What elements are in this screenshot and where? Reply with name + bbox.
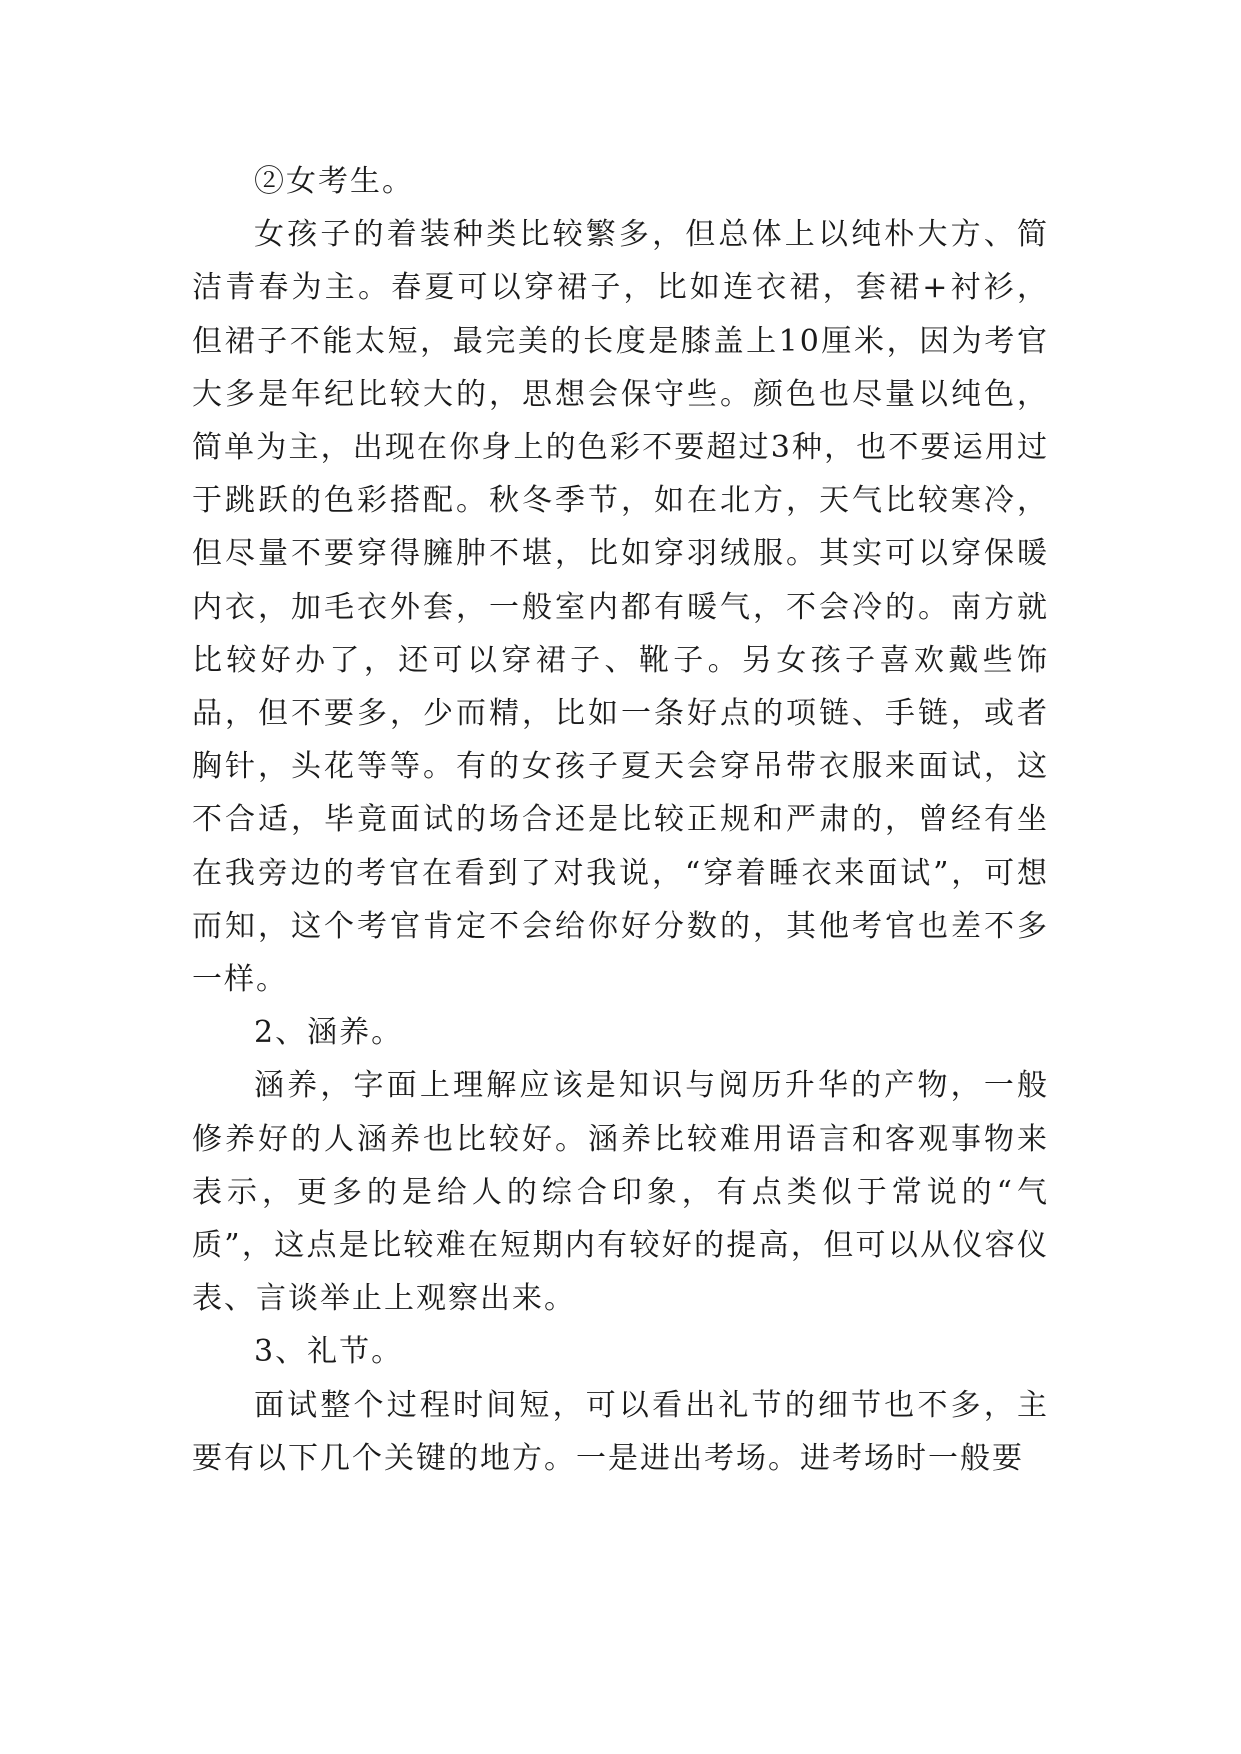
paragraph-cultivation: 涵养，字面上理解应该是知识与阅历升华的产物，一般修养好的人涵养也比较好。涵养比较难用语言和客观事物来表示，更多的是给人的综合印象，有点类似于常说的“气质”，这点是比较难在短期内有较好的提高，但可以从仪容仪表、言谈举止上观察出来。 xyxy=(192,1068,1049,1317)
paragraph-etiquette: 面试整个过程时间短，可以看出礼节的细节也不多，主要有以下几个关键的地方。一是进出考场。进考场时一般要 xyxy=(192,1387,1049,1476)
section-heading-etiquette: 3、礼节。 xyxy=(254,1334,404,1370)
document-body xyxy=(192,155,1049,1485)
paragraph-female-attire: 女孩子的着装种类比较繁多，但总体上以纯朴大方、简洁青春为主。春夏可以穿裙子，比如连衣裙，套裙+衬衫，但裙子不能太短，最完美的长度是膝盖上10厘米，因为考官大多是年纪比较大的，思想会保守些。颜色也尽量以纯色，简单为主，出现在你身上的色彩不要超过3种，也不要运用过于跳跃的色彩搭配。秋冬季节，如在北方，天气比较寒冷，但尽量不要穿得臃肿不堪，比如穿羽绒服。其实可以穿保暖内衣，加毛衣外套，一般室内都有暖气，不会冷的。南方就比较好办了，还可以穿裙子、靴子。另女孩子喜欢戴些饰品，但不要多，少而精，比如一条好点的项链、手链，或者胸针，头花等等。有的女孩子夏天会穿吊带衣服来面试，这不合适，毕竟面试的场合还是比较正规和严肃的，曾经有坐在我旁边的考官在看到了对我说，“穿着睡衣来面试”，可想而知，这个考官肯定不会给你好分数的，其他考官也差不多一样。 xyxy=(192,217,1049,998)
section-heading-cultivation: 2、涵养。 xyxy=(254,1015,404,1051)
subheading-female-candidates: ②女考生。 xyxy=(254,164,414,199)
